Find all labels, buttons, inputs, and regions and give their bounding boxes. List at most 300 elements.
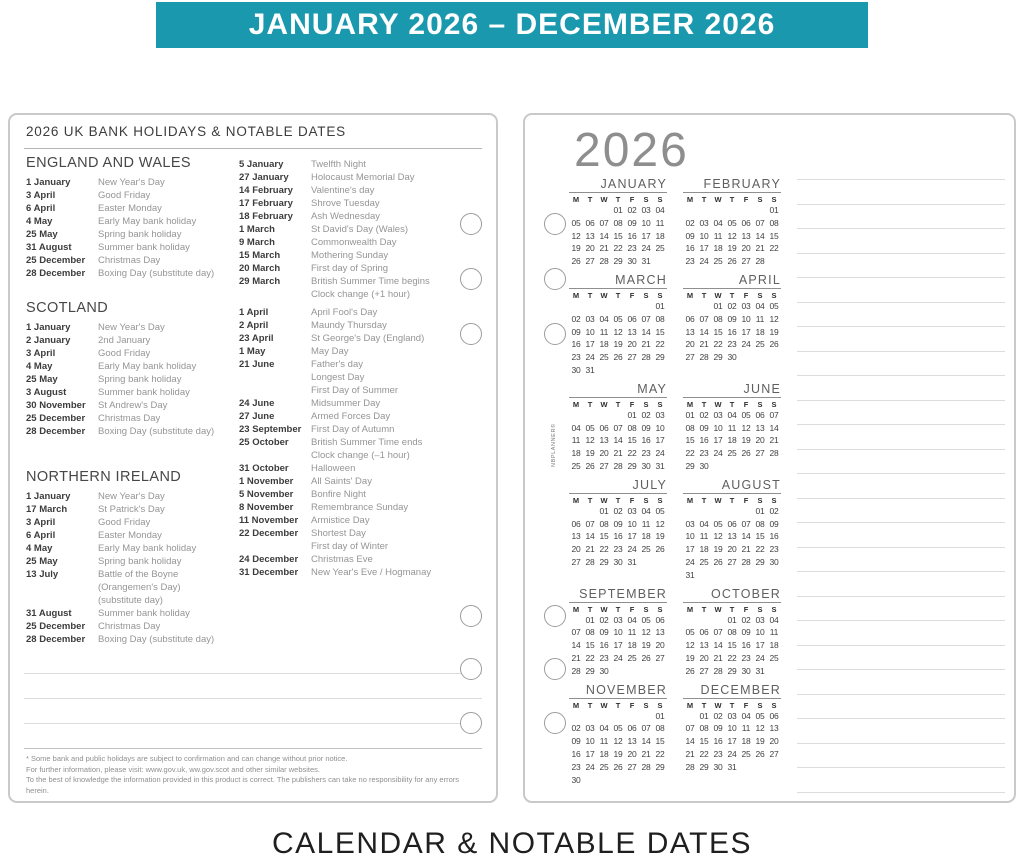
date-cell: 08	[585, 627, 595, 638]
weekday-label: M	[572, 195, 580, 204]
holiday-name: Christmas Day	[98, 621, 161, 632]
date-cell: 19	[585, 448, 595, 459]
holiday-entry	[26, 202, 239, 215]
holiday-names	[98, 529, 162, 542]
week-row	[683, 255, 781, 268]
date-cell: 26	[571, 256, 581, 267]
note-line	[797, 424, 1005, 425]
holiday-entry	[26, 254, 239, 267]
month-rule	[569, 192, 667, 193]
holiday-entry	[239, 488, 486, 501]
date-cell: 09	[627, 217, 637, 228]
date-cell: 11	[627, 627, 637, 638]
holiday-names	[311, 514, 370, 527]
week-row	[683, 326, 781, 339]
date-cell: 26	[641, 652, 651, 663]
date-cell: 24	[755, 652, 765, 663]
week-row	[683, 722, 781, 735]
holiday-names	[98, 334, 150, 347]
date-cell: 14	[741, 531, 751, 542]
holiday-date: 6 April	[26, 203, 56, 214]
date-cell: 13	[755, 422, 765, 433]
date-cell: 06	[755, 409, 765, 420]
section-heading: NORTHERN IRELAND	[26, 469, 182, 485]
holiday-names	[311, 397, 380, 410]
weekday-label: T	[701, 495, 707, 505]
holiday-entry	[26, 228, 239, 241]
date-cell: 04	[655, 205, 665, 215]
date-cell	[569, 614, 583, 627]
holiday-entry	[26, 542, 239, 555]
holiday-entry	[239, 275, 486, 301]
punch-hole	[460, 605, 482, 627]
month-rule	[569, 602, 667, 603]
date-cell	[711, 569, 725, 582]
holiday-name: Easter Monday	[98, 203, 162, 214]
year-heading: 2026	[574, 124, 689, 177]
date-cell: 16	[571, 748, 581, 759]
date-cell: 10	[655, 422, 665, 433]
weekday-header	[569, 605, 667, 614]
holiday-date: 3 April	[26, 517, 56, 528]
holiday-entry	[26, 529, 239, 542]
holiday-name: British Summer Time ends	[311, 437, 423, 448]
date-cell: 04	[741, 710, 751, 721]
title-divider	[24, 148, 482, 149]
weekday-label: S	[643, 495, 649, 505]
date-cell: 18	[571, 448, 581, 459]
holiday-date: 31 August	[26, 242, 72, 253]
date-cell: 30	[571, 364, 581, 375]
month-name: FEBRUARY	[703, 177, 781, 191]
date-cell	[625, 710, 639, 723]
week-row	[683, 409, 781, 422]
date-cell: 08	[699, 723, 709, 734]
holiday-date: 27 June	[239, 411, 275, 422]
date-cell: 28	[599, 256, 609, 267]
week-row	[683, 230, 781, 243]
date-cell: 26	[755, 748, 765, 759]
date-cell: 30	[727, 352, 737, 363]
holiday-name: May Day	[311, 346, 349, 357]
week-row	[569, 722, 667, 735]
date-cell: 24	[655, 448, 665, 459]
note-line	[797, 277, 1005, 278]
date-cell: 03	[627, 505, 637, 516]
date-cell: 29	[599, 556, 609, 567]
date-cell: 07	[641, 313, 651, 324]
date-cell: 29	[685, 460, 695, 471]
date-cell: 18	[741, 736, 751, 747]
date-cell: 11	[571, 435, 581, 446]
date-cell: 05	[571, 217, 581, 228]
date-cell: 20	[755, 435, 765, 446]
date-cell: 25	[655, 243, 665, 254]
date-cell: 25	[713, 256, 723, 267]
holiday-name: Remembrance Sunday	[311, 502, 409, 513]
date-cell: 09	[769, 518, 779, 529]
date-cell: 22	[599, 544, 609, 555]
week-row	[683, 518, 781, 531]
holiday-names	[311, 410, 390, 423]
date-cell	[569, 710, 583, 723]
week-row	[569, 422, 667, 435]
weekday-label: T	[729, 290, 735, 300]
date-cell	[639, 364, 653, 377]
holiday-date: 31 December	[239, 567, 299, 578]
date-cell: 06	[769, 710, 779, 721]
week-row	[683, 300, 781, 313]
week-row	[569, 338, 667, 351]
punch-hole	[460, 658, 482, 680]
date-cell	[653, 255, 667, 268]
date-cell: 05	[755, 710, 765, 721]
holiday-names	[311, 171, 414, 184]
date-cell: 30	[627, 256, 637, 267]
holiday-entry	[239, 475, 486, 488]
date-cell: 07	[699, 313, 709, 324]
weekday-label: S	[657, 700, 663, 710]
weekday-header	[569, 496, 667, 505]
holiday-names	[311, 345, 348, 358]
date-cell: 17	[727, 736, 737, 747]
holiday-name: Spring bank holiday	[98, 374, 182, 385]
holiday-entry	[26, 347, 239, 360]
weekday-label: S	[757, 290, 763, 300]
holiday-name: Maundy Thursday	[311, 320, 387, 331]
holiday-date: 23 April	[239, 333, 274, 344]
holiday-section	[26, 155, 239, 280]
date-cell: 20	[585, 243, 595, 254]
date-cell	[653, 364, 667, 377]
holiday-names	[98, 254, 160, 267]
date-cell: 18	[713, 243, 723, 254]
date-cell: 16	[741, 640, 751, 651]
date-cell: 22	[713, 339, 723, 350]
week-row	[683, 447, 781, 460]
weekday-header	[569, 400, 667, 409]
date-cell: 31	[585, 364, 595, 375]
date-cell: 08	[713, 313, 723, 324]
note-line	[797, 547, 1005, 548]
date-cell: 28	[713, 665, 723, 676]
date-cell: 06	[599, 422, 609, 433]
date-cell	[739, 761, 753, 774]
holiday-name: Armistice Day	[311, 515, 370, 526]
holiday-date: 3 April	[26, 190, 56, 201]
holiday-names	[311, 319, 387, 332]
date-cell: 06	[627, 723, 637, 734]
date-cell: 04	[699, 518, 709, 529]
holiday-entry	[239, 319, 486, 332]
date-cell: 05	[585, 422, 595, 433]
weekday-label: T	[587, 195, 593, 204]
date-cell: 01	[699, 710, 709, 721]
weekday-header	[683, 291, 781, 300]
date-cell	[697, 505, 711, 518]
holiday-date: 25 December	[26, 621, 86, 632]
date-cell: 26	[655, 544, 665, 555]
date-cell: 24	[585, 352, 595, 363]
holiday-entry	[26, 334, 239, 347]
date-cell: 14	[571, 640, 581, 651]
holiday-name: British Summer Time begins	[311, 276, 430, 287]
week-row	[569, 364, 667, 377]
week-row	[683, 351, 781, 364]
week-row	[683, 652, 781, 665]
left-page	[8, 113, 498, 803]
date-cell: 29	[727, 665, 737, 676]
holiday-names	[311, 306, 377, 319]
date-cell: 16	[713, 736, 723, 747]
holiday-date: 8 November	[239, 502, 294, 513]
holiday-date: 28 December	[26, 268, 86, 279]
holiday-name: Early May bank holiday	[98, 216, 197, 227]
date-cell: 06	[685, 313, 695, 324]
date-cell: 21	[713, 652, 723, 663]
holiday-entry	[239, 436, 486, 462]
date-cell: 30	[599, 665, 609, 676]
date-cell	[683, 505, 697, 518]
date-cell: 01	[713, 300, 723, 311]
date-cell: 19	[613, 748, 623, 759]
holiday-date: 1 November	[239, 476, 294, 487]
week-row	[569, 530, 667, 543]
date-cell: 12	[613, 736, 623, 747]
weekday-label: S	[771, 700, 777, 710]
holiday-date: 1 May	[239, 346, 266, 357]
punch-hole	[544, 658, 566, 680]
week-row	[569, 505, 667, 518]
date-cell: 23	[769, 544, 779, 555]
date-cell: 01	[613, 205, 623, 215]
date-cell: 30	[769, 556, 779, 567]
holiday-entry	[239, 171, 486, 184]
holiday-entry	[26, 503, 239, 516]
date-cell	[725, 569, 739, 582]
date-cell: 17	[741, 326, 751, 337]
punch-hole	[544, 213, 566, 235]
weekday-label: S	[657, 290, 663, 300]
date-cell: 05	[655, 505, 665, 516]
date-cell: 20	[627, 748, 637, 759]
holiday-names	[98, 373, 181, 386]
date-cell: 18	[627, 640, 637, 651]
date-cell: 22	[655, 339, 665, 350]
date-cell: 22	[727, 652, 737, 663]
date-cell: 18	[599, 748, 609, 759]
note-line	[797, 228, 1005, 229]
date-cell: 15	[769, 230, 779, 241]
date-cell: 03	[613, 614, 623, 625]
holiday-name: Clock change (–1 hour)	[311, 450, 410, 461]
date-cell: 06	[655, 614, 665, 625]
weekday-label: M	[686, 700, 694, 710]
week-row	[569, 313, 667, 326]
holiday-date: 18 February	[239, 211, 293, 222]
date-cell	[767, 761, 781, 774]
date-cell: 02	[727, 300, 737, 311]
date-cell: 03	[585, 313, 595, 324]
weekday-label: S	[643, 399, 649, 409]
date-cell: 27	[727, 556, 737, 567]
month-december	[683, 683, 781, 774]
date-cell: 23	[685, 256, 695, 267]
date-cell	[625, 300, 639, 313]
date-cell: 19	[613, 339, 623, 350]
date-cell	[583, 300, 597, 313]
date-cell	[583, 409, 597, 422]
holiday-entry	[239, 197, 486, 210]
holiday-name: All Saints' Day	[311, 476, 372, 487]
date-cell: 20	[769, 736, 779, 747]
date-cell: 24	[613, 652, 623, 663]
month-rule	[569, 698, 667, 699]
holiday-names	[98, 189, 150, 202]
holiday-names	[98, 607, 190, 620]
week-row	[569, 518, 667, 531]
weekday-label: S	[657, 495, 663, 505]
date-cell: 22	[627, 448, 637, 459]
date-cell: 15	[655, 326, 665, 337]
date-cell: 30	[571, 774, 581, 785]
date-cell: 08	[655, 313, 665, 324]
holiday-entry	[239, 358, 486, 397]
date-cell: 25	[641, 544, 651, 555]
date-cell	[753, 460, 767, 473]
date-cell: 26	[613, 761, 623, 772]
holiday-name: Midsummer Day	[311, 398, 381, 409]
date-cell: 15	[655, 736, 665, 747]
holiday-entry	[239, 306, 486, 319]
date-cell: 08	[613, 217, 623, 228]
date-cell: 09	[713, 723, 723, 734]
week-row	[569, 735, 667, 748]
weekday-label: S	[757, 700, 763, 710]
weekday-label: F	[743, 604, 749, 614]
month-name: DECEMBER	[700, 682, 781, 697]
date-cell: 21	[585, 544, 595, 555]
weekday-label: S	[757, 195, 763, 204]
weekday-label: S	[757, 399, 763, 409]
weekday-label: M	[572, 604, 580, 614]
weekday-label: W	[714, 195, 722, 204]
week-row	[683, 505, 781, 518]
date-cell	[683, 710, 697, 723]
date-cell: 12	[685, 640, 695, 651]
banner	[156, 2, 868, 48]
holiday-entry	[26, 373, 239, 386]
holiday-entry	[26, 490, 239, 503]
holiday-names	[311, 158, 366, 171]
holiday-names	[98, 347, 150, 360]
date-cell	[611, 300, 625, 313]
date-cell: 27	[599, 460, 609, 471]
holiday-names	[98, 267, 214, 280]
holiday-name: New Year's Day	[98, 322, 165, 333]
holiday-names	[98, 425, 214, 438]
date-cell: 31	[755, 665, 765, 676]
holiday-names	[311, 488, 366, 501]
week-row	[569, 626, 667, 639]
date-cell: 29	[613, 256, 623, 267]
date-cell: 20	[599, 448, 609, 459]
holiday-name: Twelfth Night	[311, 159, 366, 170]
date-cell: 27	[585, 256, 595, 267]
weekday-label: T	[587, 290, 593, 300]
weekday-label: T	[701, 399, 707, 409]
date-cell: 26	[585, 460, 595, 471]
holiday-names	[311, 501, 408, 514]
holiday-date: 1 January	[26, 491, 71, 502]
holiday-name: Valentine's day	[311, 185, 375, 196]
date-cell: 21	[599, 243, 609, 254]
date-cell: 02	[627, 205, 637, 215]
week-row	[683, 665, 781, 678]
holiday-name: Armed Forces Day	[311, 411, 391, 422]
date-cell: 26	[741, 448, 751, 459]
holiday-entry	[26, 215, 239, 228]
weekday-label: M	[572, 700, 580, 710]
date-cell: 03	[685, 518, 695, 529]
holiday-names	[311, 223, 408, 236]
holiday-name: Clock change (+1 hour)	[311, 289, 411, 300]
holiday-name: Early May bank holiday	[98, 361, 197, 372]
date-cell: 21	[699, 339, 709, 350]
month-rule	[683, 397, 781, 398]
date-cell: 22	[585, 652, 595, 663]
date-cell: 22	[685, 448, 695, 459]
date-cell: 17	[627, 531, 637, 542]
left-page-title: 2026 UK BANK HOLIDAYS & NOTABLE DATES	[26, 124, 346, 139]
holiday-names	[311, 566, 431, 579]
date-cell: 19	[655, 531, 665, 542]
month-august	[683, 478, 781, 582]
week-row	[683, 422, 781, 435]
holiday-date: 1 January	[26, 177, 71, 188]
month-rule	[683, 192, 781, 193]
date-cell	[653, 556, 667, 569]
holiday-date: 4 May	[26, 361, 53, 372]
date-cell	[725, 204, 739, 217]
weekday-header	[683, 195, 781, 204]
date-cell: 29	[655, 761, 665, 772]
holiday-names	[98, 241, 190, 254]
week-row	[683, 639, 781, 652]
weekday-label: T	[729, 399, 735, 409]
holiday-date: 4 May	[26, 216, 53, 227]
holiday-date: 5 January	[239, 159, 284, 170]
week-row	[569, 217, 667, 230]
weekday-label: T	[587, 700, 593, 710]
date-cell: 15	[699, 736, 709, 747]
banner-title: JANUARY 2026 – DECEMBER 2026	[248, 8, 776, 41]
date-cell: 13	[627, 736, 637, 747]
date-cell: 30	[699, 460, 709, 471]
holiday-entry	[26, 189, 239, 202]
date-cell: 17	[755, 640, 765, 651]
month-name: OCTOBER	[711, 586, 781, 601]
date-cell	[753, 351, 767, 364]
date-cell: 17	[713, 435, 723, 446]
holiday-name: First Day of Autumn	[311, 424, 395, 435]
holiday-date: 21 June	[239, 359, 275, 370]
week-row	[569, 639, 667, 652]
month-october	[683, 587, 781, 678]
date-cell: 01	[727, 614, 737, 625]
week-row	[683, 710, 781, 723]
weekday-label: W	[600, 700, 608, 710]
